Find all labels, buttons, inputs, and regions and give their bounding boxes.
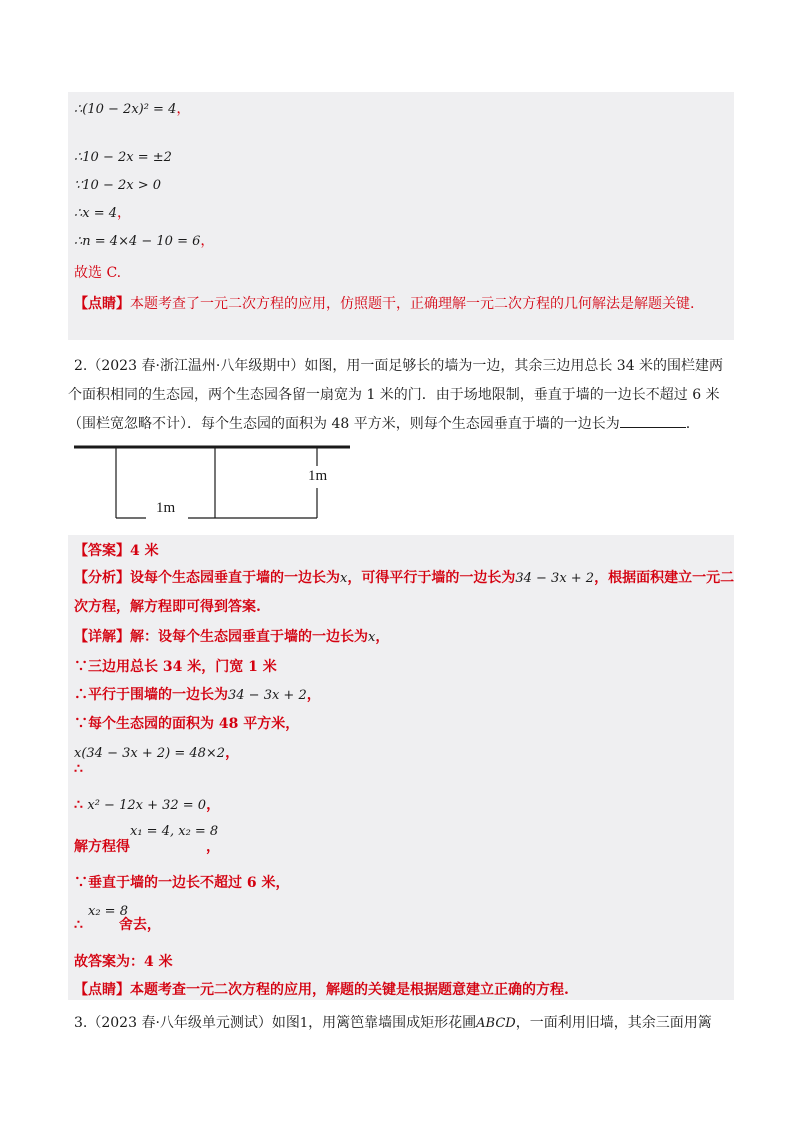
q2-comment (74, 979, 569, 1001)
q2-detail-line1 (74, 626, 389, 649)
prev-eq3 (74, 174, 161, 197)
q2-analysis-text1c: ，根据面积建立一元二 (594, 570, 735, 586)
prev-eq5-math: ∴n = 4×4 − 10 = 6 (74, 234, 201, 249)
q2-analysis-tag: 【分析】 (74, 570, 130, 586)
q2-detail-expr5: x(34 − 3x + 2) = 48×2 (74, 746, 226, 761)
q3-number: 3. (74, 1015, 88, 1031)
q2-comment-text: 本题考查一元二次方程的应用，解题的关键是根据题意建立正确的方程. (130, 982, 569, 998)
prev-eq1-tail: ， (176, 101, 191, 117)
q2-detail-tail5: ， (225, 745, 240, 761)
q2-stem-line2: 个面积相同的生态园，两个生态园各留一扇宽为 1 米的门．由于场地限制，垂直于墙的一边长不超过 6 米 (68, 387, 720, 403)
q3-stem-c: ，一面利用旧墙，其余三面用篱 (515, 1015, 712, 1031)
q2-stem-end: . (685, 416, 691, 432)
q2-analysis-line2: 次方程，解方程即可得到答案. (74, 599, 261, 615)
q2-analysis-text1b: ，可得平行于墙的一边长为 (347, 570, 516, 586)
prev-eq3-math: ∵10 − 2x > 0 (74, 178, 162, 193)
q2-detail-line5-sym: ∴ (74, 761, 83, 777)
prev-choice: 故选 C. (74, 265, 122, 281)
q2-detail-expr9: x₂ = 8 (88, 904, 128, 919)
q3-stem-b: ，用篱笆靠墙围成矩形花圃 (308, 1015, 477, 1031)
q2-fence-diagram (72, 440, 362, 526)
q2-detail-tail7: ， (206, 839, 220, 855)
prev-comment-tag: 【点睛】 (74, 296, 130, 312)
prev-eq4 (74, 202, 131, 225)
q2-comment-tag: 【点睛】 (74, 982, 130, 998)
prev-comment (74, 293, 694, 315)
door-label-bottom: 1m (156, 500, 176, 516)
q2-detail-expr6: x² − 12x + 32 = 0 (87, 798, 207, 813)
q2-detail-line7 (74, 836, 220, 858)
q2-stem-line3 (68, 413, 690, 435)
q2-detail-tail6: ， (206, 797, 221, 813)
q2-detail-tail1: ， (375, 629, 390, 645)
q3-stem-expr: ABCD (476, 1016, 516, 1031)
q2-detail-text3: ∴平行于围墙的一边长为 (74, 687, 228, 703)
q2-detail-tail9: 舍去， (118, 917, 161, 933)
q2-analysis-line1 (74, 567, 734, 590)
prev-eq4-tail: ， (117, 205, 132, 221)
q3-stem (74, 1012, 712, 1035)
q2-number: 2. (74, 358, 88, 374)
q2-detail-var: x (368, 630, 376, 645)
q2-detail-expr3: 34 − 3x + 2 (228, 688, 307, 703)
q2-detail-text7: 解方程得 (74, 839, 130, 855)
door-label-right: 1m (308, 468, 328, 484)
q2-detail-line9 (74, 914, 161, 936)
q2-detail-sym6: ∴ (74, 797, 83, 813)
q2-stem-line1 (74, 355, 723, 377)
q2-analysis-var: x (340, 571, 348, 586)
q2-answer-blank (620, 413, 686, 428)
q2-answer-tag: 【答案】 (74, 543, 130, 559)
prev-eq5 (74, 230, 214, 253)
prev-eq4-math: ∴x = 4 (74, 206, 118, 221)
prev-eq5-tail: ， (200, 233, 215, 249)
q2-detail-line4: ∵每个生态园的面积为 48 平方米， (74, 716, 300, 732)
q2-answer-text: 4 米 (130, 543, 159, 559)
q2-detail-tag: 【详解】 (74, 629, 130, 645)
q2-final-answer: 故答案为：4 米 (74, 954, 173, 970)
q2-analysis-text1a: 设每个生态园垂直于墙的一边长为 (130, 570, 340, 586)
q3-stem-a: （2023 春·八年级单元测试）如图 (87, 1015, 300, 1031)
q2-stem-text3: （围栏宽忽略不计）．每个生态园的面积为 48 平方米，则每个生态园垂直于墙的一边长为 (68, 416, 620, 432)
q2-detail-text1: 解：设每个生态园垂直于墙的一边长为 (130, 629, 368, 645)
q2-detail-line5-expr (74, 742, 239, 765)
q2-analysis-expr: 34 − 3x + 2 (515, 571, 595, 586)
prev-comment-text: 本题考查了一元二次方程的应用，仿照题干，正确理解一元二次方程的几何解法是解题关键. (130, 296, 695, 312)
q2-answer (74, 540, 159, 562)
q2-detail-line3 (74, 684, 321, 707)
prev-eq2-math: ∴10 − 2x = ±2 (74, 150, 172, 165)
q2-detail-line2: ∵三边用总长 34 米，门宽 1 米 (74, 659, 277, 675)
prev-eq1-math: ∴(10 − 2x)² = 4 (74, 102, 177, 117)
q2-detail-tail3: ， (306, 687, 321, 703)
q2-detail-expr7: x₁ = 4, x₂ = 8 (130, 824, 219, 839)
q2-stem-text1: （2023 春·浙江温州·八年级期中）如图，用一面足够长的墙为一边，其余三边用总长 34 米的围栏建两 (87, 358, 724, 374)
prev-eq2 (74, 146, 172, 169)
q2-detail-line6 (74, 794, 220, 817)
q3-stem-fig: 1 (299, 1016, 309, 1031)
q2-detail-line8: ∵垂直于墙的一边长不超过 6 米， (74, 875, 290, 891)
prev-eq1 (74, 98, 190, 121)
q2-detail-sym9: ∴ (74, 917, 83, 933)
